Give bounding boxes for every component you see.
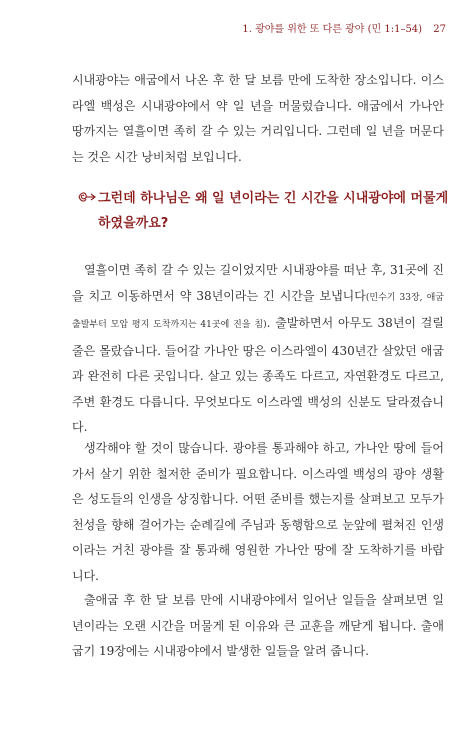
question-text: 그런데 하나님은 왜 일 년이라는 긴 시간을 시내광야에 머물게 하였을까요? <box>98 191 449 231</box>
ornament-icon <box>78 190 96 204</box>
paragraph-2 <box>72 258 444 441</box>
paragraph-2-rest: . 출발하면서 아무도 38년이 걸릴 줄은 몰랐습니다. 들어갈 가나안 땅은 이스라엘이 430년간 살았던 애굽과 완전히 다른 곳입니다. 살고 있는 종족도 다르고, 자연환경도 다르고, 주변 환경도 다릅니다. 무엇보다도 이스라엘 백성의 신분도 달라졌습니다. <box>72 316 444 434</box>
paragraph-1: 시내광야는 애굽에서 나온 후 한 달 보름 만에 도착한 장소입니다. 이스라엘 백성은 시내광야에서 약 일 년을 머물렀습니다. 애굽에서 가나안 땅까지는 열흘이면 족히 갈 수 있는 거리입니다. 그런데 일 년을 머문다는 것은 시간 낭비처럼 보입니다. <box>72 73 444 164</box>
paragraph-4: 출애굽 후 한 달 보름 만에 시내광야에서 일어난 일들을 살펴보면 일 년이라는 오랜 시간을 머물게 된 이유와 큰 교훈을 깨닫게 됩니다. 출애굽기 19장에는 시내광야에서 발생한 일들을 알려 줍니다. <box>72 593 444 658</box>
page-number: 27 <box>433 24 446 35</box>
running-title: 1. 광야를 위한 또 다른 광야 (민 1:1–54) <box>242 24 423 35</box>
paragraph-3: 생각해야 할 것이 많습니다. 광야를 통과해야 하고, 가나안 땅에 들어가서 살기 위한 철저한 준비가 필요합니다. 이스라엘 백성의 광야 생활은 성도들의 인생을 상징합니다. 어떤 준비를 했는지를 살펴보고 모두가 천성을 향해 걸어가는 순례길에 주님과 동행함으로 눈앞에 펼쳐진 인생이라는 거친 광야를 잘 통과해 영원한 가나안 땅에 잘 도착하기를 바랍니다. <box>72 441 444 583</box>
paragraph-2-lead: 열흘이면 족히 갈 수 있는 길이었지만 시내광야를 떠난 후, 31곳에 진을 치고 이동하면서 약 38년이라는 긴 시간을 보냅니다 <box>72 263 444 303</box>
paragraph-2-note: (민수기 33장, 애굽 출발부터 모압 평지 도착까지는 41곳에 진을 침) <box>72 292 445 330</box>
question-callout <box>78 186 450 236</box>
running-header <box>242 20 446 35</box>
